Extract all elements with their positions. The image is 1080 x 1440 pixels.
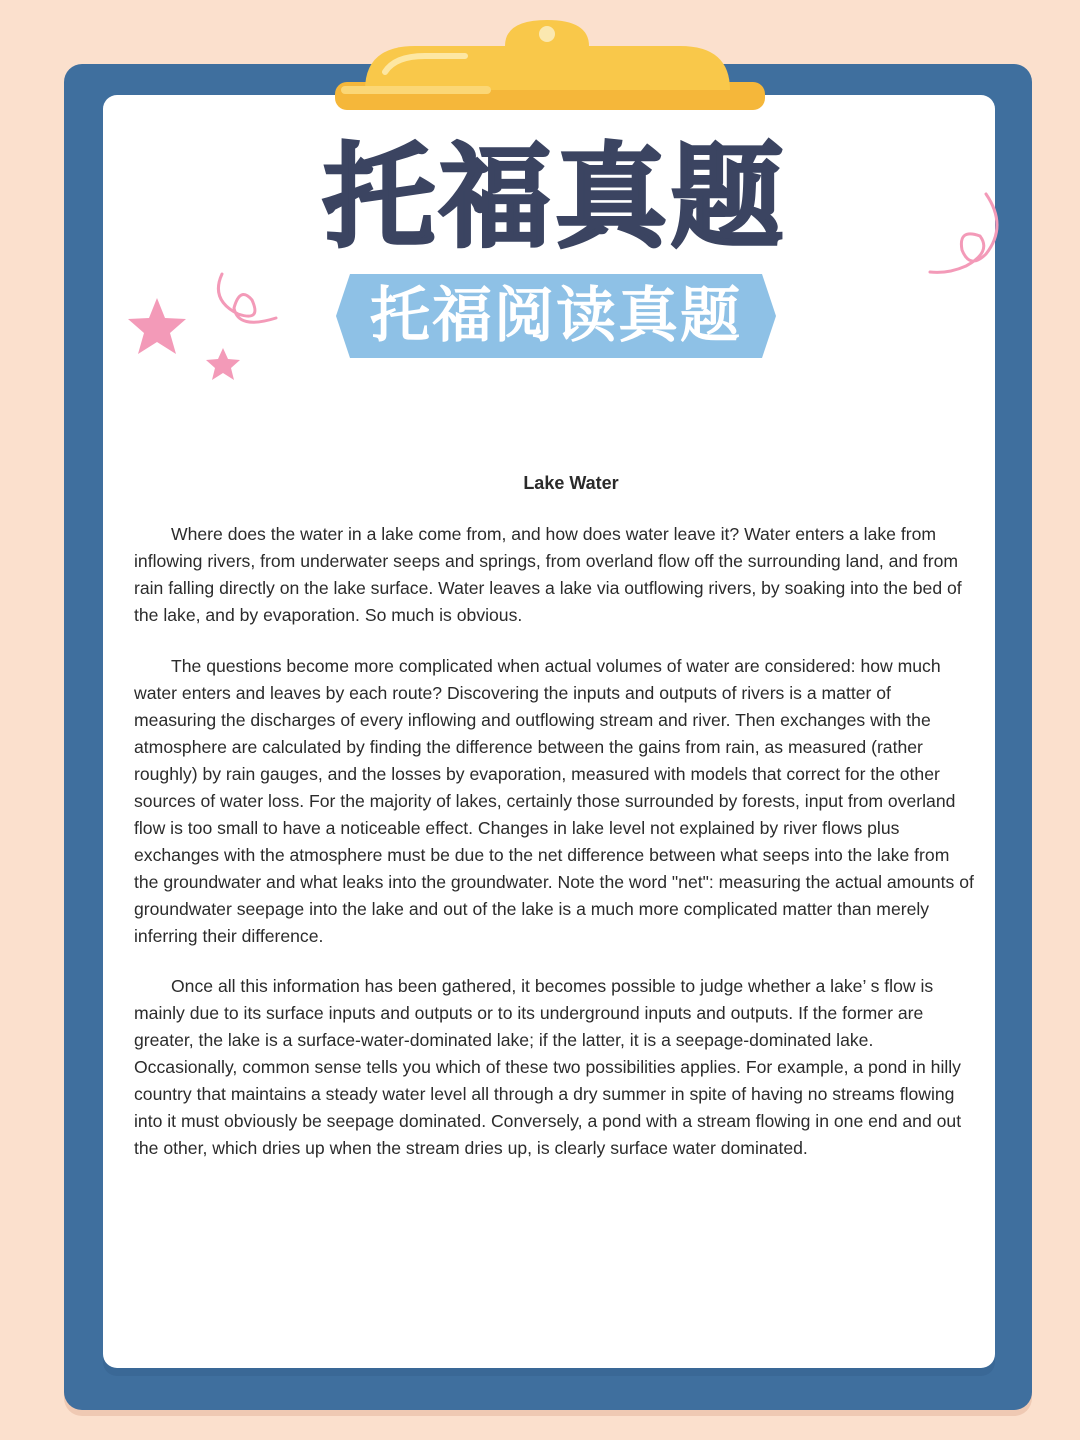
article-paragraph: Where does the water in a lake come from, and how does water leave it? Water enters a lake from inflowing rivers, from underwater seeps and springs, from overland flow off the surrounding land, and from rain falling directly on the lake surface. Water leaves a lake via outflowing rivers, by soaking into the bed of the lake, and by evaporation. So much is obvious. — [134, 524, 962, 625]
subtitle-banner — [336, 274, 776, 358]
subtitle: 托福阅读真题 — [370, 281, 742, 351]
clipboard-clip-icon — [325, 12, 770, 117]
article-title: Lake Water — [523, 473, 619, 493]
page-title: 托福真题 — [323, 133, 787, 263]
article-paragraph: Once all this information has been gathered, it becomes possible to judge whether a lake’ s flow is mainly due to its surface inputs and outputs or to its underground inputs and outputs. If the former are greater, the lake is a surface-water-dominated lake; if the latter, it is a seepage-dominated lake. Occasionally, common sense tells you which of these two possibilities applies. For example, a pond in hilly country that maintains a steady water level all through a dry summer in spite of having no streams flowing into it must obviously be seepage dominated. Conversely, a pond with a stream flowing in one end and out the other, which dries up when the stream dries up, is clearly surface water dominated. — [134, 976, 962, 1158]
article-paragraph: The questions become more complicated when actual volumes of water are considered: how much water enters and leaves by each route? Discovering the inputs and outputs of rivers is a matter of measuring the discharges of every inflowing and outflowing stream and river. Then exchanges with the atmosphere are calculated by finding the difference between the gains from rain, as measured (rather roughly) by rain gauges, and the losses by evaporation, measured with models that correct for the other sources of water loss. For the majority of lakes, certainly those surrounded by forests, input from overland flow is too small to have a noticeable effect. Changes in lake level not explained by river flows plus exchanges with the atmosphere must be due to the net difference between what seeps into the lake from the groundwater and what leaks into the groundwater. Note the word "net": measuring the actual amounts of groundwater seepage into the lake and out of the lake is a much more complicated matter than merely inferring their difference. — [134, 655, 974, 946]
article — [134, 470, 974, 1186]
